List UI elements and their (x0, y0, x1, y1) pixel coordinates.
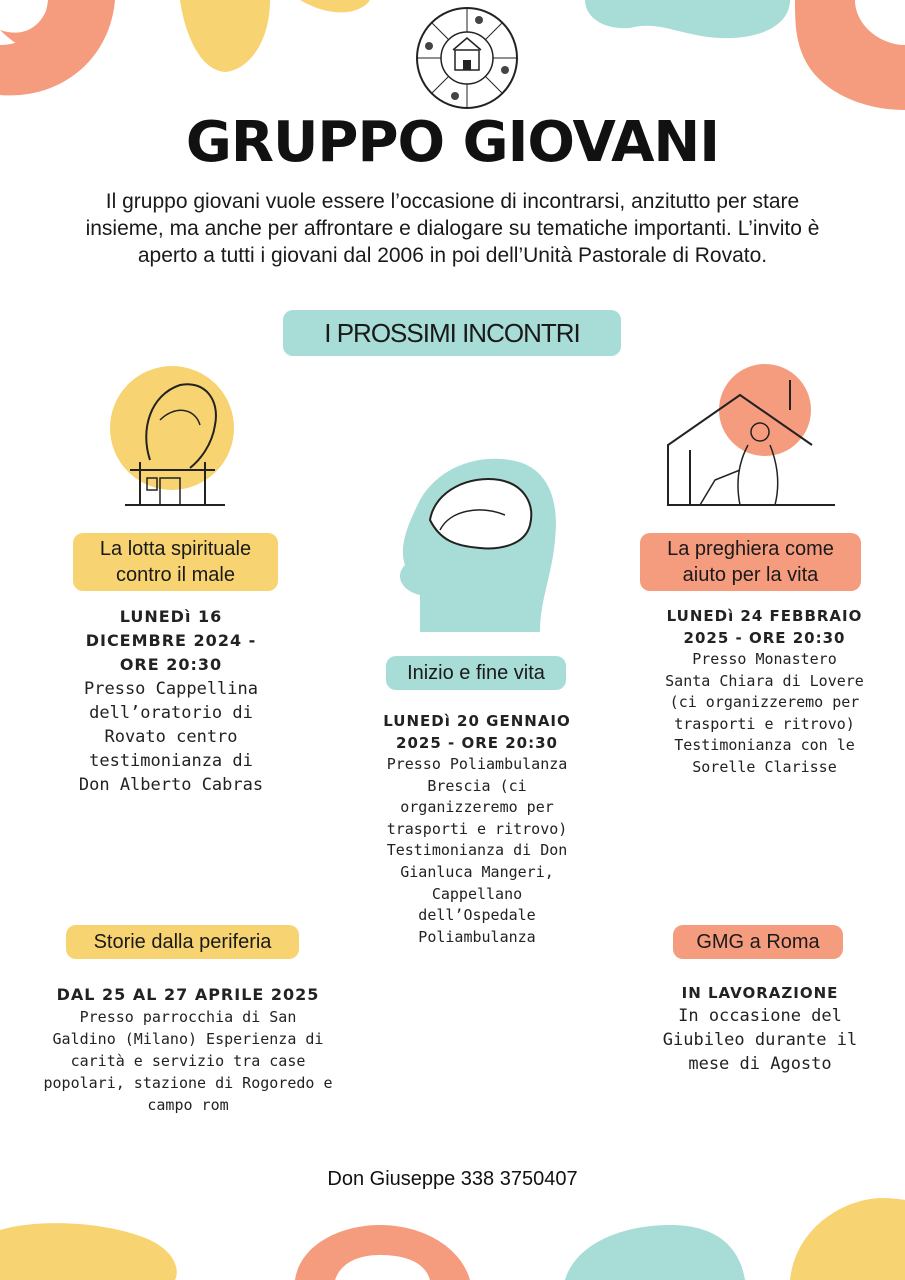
event-desc-line: Gianluca Mangeri, (400, 862, 554, 881)
event-desc-line: Galdino (Milano) Esperienza di (52, 1030, 324, 1048)
event-desc-line: Sorelle Clarisse (692, 757, 837, 776)
event-date (632, 605, 897, 649)
yellow-blob-bottom-right (790, 1198, 905, 1280)
event-date-line: ORE 20:30 (119, 655, 223, 674)
event-desc-line: Presso Cappellina (84, 679, 258, 699)
event-desc-line: Presso parrocchia di San (79, 1008, 297, 1026)
event-theme-line: Inizio e fine vita (407, 662, 545, 684)
event-date-line: 2025 - ORE 20:30 (683, 629, 846, 647)
event-description (30, 1006, 346, 1116)
event-desc-line: (ci organizzeremo per (669, 693, 860, 712)
event-date-line: LUNEDì 24 FEBBRAIO (666, 607, 863, 625)
event-date (346, 710, 608, 754)
page-title: GRUPPO GIOVANI (185, 110, 720, 175)
event-desc-line: Presso Monastero (692, 650, 837, 668)
event-desc-line: popolari, stazione di Rogoredo e (43, 1074, 333, 1092)
intro-paragraph: Il gruppo giovani vuole essere l’occasione di incontrarsi, anzitutto per stare insieme, ma anche per affrontare e dialogare su tematiche importanti. L’invito è aperto a tutti i giovani dal 2006 in poi dell’Unità Pastorale di Rovato. (85, 190, 820, 267)
event-desc-line: Presso Poliambulanza (386, 755, 568, 773)
event-desc-line: dell’Ospedale (418, 906, 536, 925)
event-desc-line: Giubileo durante il (662, 1030, 858, 1050)
event-desc-line: Testimonianza con le (674, 736, 855, 755)
event-desc-line: testimonianza di (89, 751, 253, 771)
contact-info: Don Giuseppe 338 3750407 (327, 1168, 578, 1190)
event-desc-line: dell’oratorio di (89, 703, 253, 723)
orange-ring-top-left (0, 0, 115, 95)
event-desc-line: Santa Chiara di Lovere (665, 671, 864, 690)
event-date-line: LUNEDì 20 GENNAIO (383, 712, 571, 730)
event-desc-line: carità e servizio tra case (70, 1052, 306, 1070)
house-illustration (668, 364, 835, 505)
event-theme-line: Storie dalla periferia (93, 931, 272, 953)
event-desc-line: Don Alberto Cabras (78, 775, 264, 795)
event-theme-line: GMG a Roma (696, 931, 820, 953)
event-details-2 (346, 710, 608, 948)
event-theme-line: aiuto per la vita (682, 564, 819, 586)
event-theme-3 (640, 533, 861, 591)
event-desc-line: organizzeremo per (400, 798, 554, 817)
event-desc-line: In occasione del (678, 1006, 842, 1026)
event-desc-line: Rovato centro (104, 727, 238, 747)
orange-blob-top-right (795, 0, 905, 110)
event-desc-line: Testimonianza di Don (386, 841, 568, 860)
event-date-line: LUNEDì 16 (119, 607, 223, 626)
event-theme-5 (673, 925, 843, 959)
event-date-line: DICEMBRE 2024 - (85, 631, 257, 650)
yellow-blob-bottom-left (0, 1223, 177, 1280)
event-description (346, 754, 608, 948)
event-desc-line: mese di Agosto (688, 1054, 832, 1074)
event-theme-4 (66, 925, 299, 959)
orange-blob-bottom (295, 1225, 470, 1280)
event-desc-line: trasporti e ritrovo) (674, 714, 855, 733)
event-date (30, 984, 346, 1006)
event-details-3 (632, 605, 897, 779)
event-date-line: 2025 - ORE 20:30 (396, 734, 558, 752)
unita-pastorale-logo (417, 8, 517, 108)
event-theme-line: La preghiera come (667, 538, 834, 560)
event-desc-line: trasporti e ritrovo) (386, 819, 568, 838)
event-theme-line: contro il male (116, 564, 235, 586)
head-illustration (400, 459, 556, 632)
yellow-leaf-top (180, 0, 270, 72)
event-description (40, 677, 302, 797)
hug-illustration (110, 366, 234, 505)
event-details-5 (640, 982, 880, 1076)
event-date-line: IN LAVORAZIONE (681, 984, 839, 1002)
event-theme-line: La lotta spirituale (99, 538, 252, 560)
event-desc-line: Cappellano (431, 884, 523, 903)
event-date-line: DAL 25 AL 27 APRILE 2025 (56, 985, 320, 1004)
event-description (640, 1004, 880, 1076)
yellow-leaf-top-2 (300, 0, 370, 12)
section-title: I PROSSIMI INCONTRI (283, 310, 621, 356)
teal-blob-top (585, 0, 790, 38)
event-desc-line: Brescia (ci (427, 776, 527, 795)
teal-blob-bottom (565, 1225, 745, 1280)
event-date (40, 605, 302, 677)
event-theme-2 (386, 656, 566, 690)
event-details-4 (30, 984, 346, 1116)
event-description (632, 649, 897, 779)
event-date (640, 982, 880, 1004)
event-desc-line: Poliambulanza (418, 927, 536, 946)
event-details-1 (40, 605, 302, 797)
event-desc-line: campo rom (147, 1096, 229, 1114)
event-theme-1 (73, 533, 278, 591)
